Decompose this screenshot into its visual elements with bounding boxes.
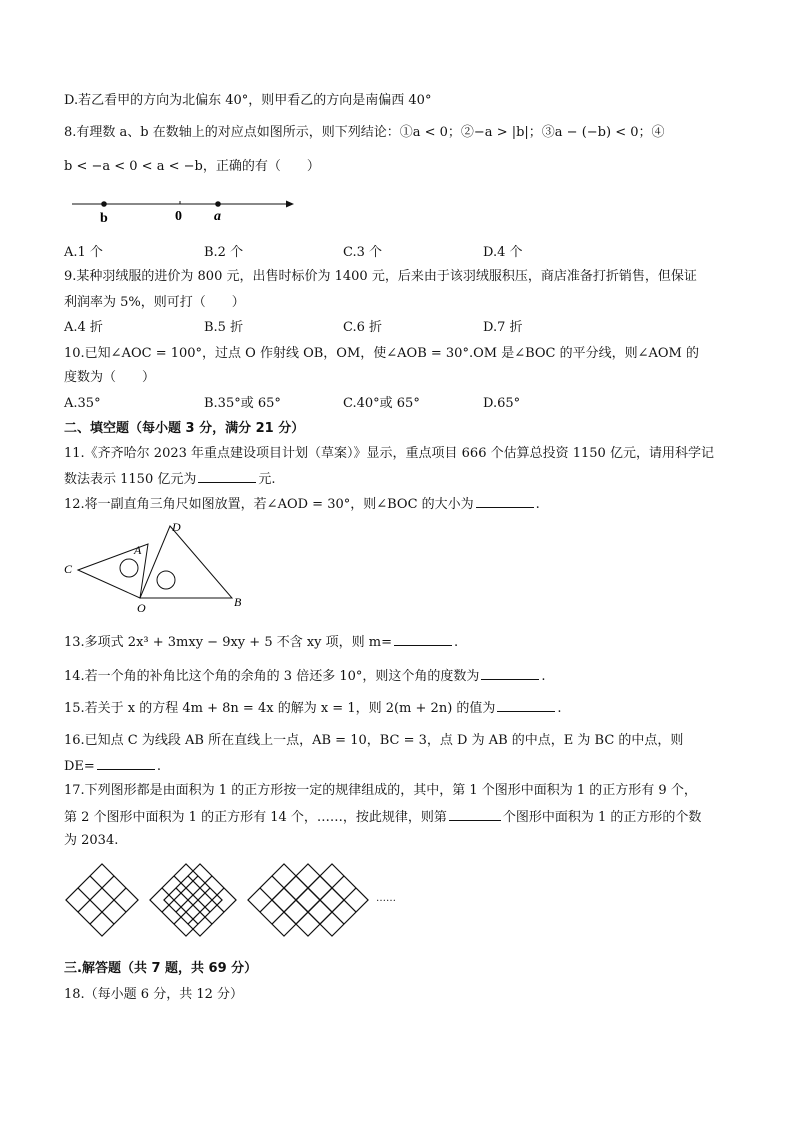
ruler-hole-right — [157, 571, 175, 589]
q10-option-b: B.35°或 65° — [204, 396, 281, 411]
q14-stem-tail: . — [541, 669, 546, 684]
q12-stem-text: 12.将一副直角三角尺如图放置，若∠AOD = 30°，则∠BOC 的大小为 — [64, 497, 474, 512]
q17-answer-blank[interactable] — [449, 807, 501, 821]
point-b — [101, 201, 107, 207]
q17-stem-line3: 为 2034. — [64, 833, 119, 848]
q13-stem-tail: . — [454, 635, 459, 650]
q11-answer-blank[interactable] — [198, 469, 256, 483]
q8-number-line-figure — [64, 194, 304, 228]
q11-stem-line1: 11.《齐齐哈尔 2023 年重点建设项目计划（草案）》显示，重点项目 666 个估算总投资 1150 亿元，请用科学记 — [64, 446, 714, 461]
label-o: O — [137, 601, 146, 615]
q12-stem-tail: . — [535, 497, 540, 512]
section2-title: 二、填空题（每小题 3 分，满分 21 分） — [64, 421, 305, 436]
q15-stem-text: 15.若关于 x 的方程 4m + 8n = 4x 的解为 x = 1，则 2(m + 2n) 的值为 — [64, 701, 496, 716]
label-d: D — [172, 520, 181, 534]
q7-option-d: D.若乙看甲的方向为北偏东 40°，则甲看乙的方向是南偏西 40° — [64, 93, 432, 108]
q17-stem-line2 — [64, 807, 701, 827]
q14-answer-blank[interactable] — [481, 666, 539, 680]
q16-stem-line2 — [64, 756, 161, 776]
triangle-dob — [140, 526, 232, 598]
q9-option-b: B.5 折 — [204, 320, 244, 335]
q9-stem-line1: 9.某种羽绒服的进价为 800 元，出售时标价为 1400 元，后来由于该羽绒服积压，商店准备打折销售，但保证 — [64, 269, 697, 284]
q9-option-a: A.4 折 — [64, 320, 103, 335]
q11-stem-text: 数法表示 1150 亿元为 — [64, 472, 197, 487]
q14-stem-text: 14.若一个角的补角比这个角的余角的 3 倍还多 10°，则这个角的度数为 — [64, 669, 480, 684]
q10-option-a: A.35° — [64, 396, 101, 411]
q16-stem-text: DE= — [64, 759, 95, 774]
q12-stem — [64, 494, 540, 514]
q8-option-d: D.4 个 — [483, 245, 523, 260]
q14-stem — [64, 666, 546, 686]
q12-triangle-figure — [60, 518, 260, 618]
q17-pattern-figure-1 — [64, 862, 140, 938]
section3-title: 三.解答题（共 7 题，共 69 分） — [64, 961, 258, 976]
label-c: C — [64, 562, 73, 576]
q17-pattern-figure-3 — [246, 862, 376, 938]
q8-option-a: A.1 个 — [64, 245, 103, 260]
q10-stem-line2: 度数为（ ） — [64, 370, 156, 385]
q10-option-c: C.40°或 65° — [343, 396, 420, 411]
q8-option-b: B.2 个 — [204, 245, 244, 260]
label-a: A — [134, 543, 142, 557]
q17-stem-tail: 个图形中面积为 1 的正方形的个数 — [502, 810, 702, 825]
q11-stem-line2 — [64, 469, 276, 489]
label-b: b — [100, 211, 108, 226]
q13-answer-blank[interactable] — [394, 632, 452, 646]
label-zero: 0 — [175, 209, 182, 224]
q13-stem-text: 13.多项式 2x³ + 3mxy − 9xy + 5 不含 xy 项，则 m= — [64, 635, 393, 650]
ruler-hole-left — [120, 559, 138, 577]
q16-stem-tail: . — [156, 759, 161, 774]
q15-answer-blank[interactable] — [497, 698, 555, 712]
q15-stem — [64, 698, 562, 718]
q17-stem-text: 第 2 个图形中面积为 1 的正方形有 14 个，……，按此规律，则第 — [64, 810, 447, 825]
q11-stem-tail: 元. — [258, 472, 276, 487]
q16-stem-line1: 16.已知点 C 为线段 AB 所在直线上一点，AB = 10，BC = 3，点 D 为 AB 的中点，E 为 BC 的中点，则 — [64, 733, 684, 748]
q10-option-d: D.65° — [483, 396, 521, 411]
q10-stem-line1: 10.已知∠AOC = 100°，过点 O 作射线 OB，OM，使∠AOB = 30°.OM 是∠BOC 的平分线，则∠AOM 的 — [64, 346, 699, 361]
label-b: B — [234, 595, 242, 609]
q13-stem — [64, 632, 458, 652]
q17-stem-line1: 17.下列图形都是由面积为 1 的正方形按一定的规律组成的，其中，第 1 个图形中面积为 1 的正方形有 9 个， — [64, 783, 697, 798]
q9-stem-line2: 利润率为 5%，则可打（ ） — [64, 295, 245, 310]
number-line-arrow — [286, 201, 294, 208]
q17-pattern-figure-2 — [148, 862, 238, 938]
label-a: a — [214, 209, 221, 224]
q18-stem: 18.（每小题 6 分，共 12 分） — [64, 987, 244, 1002]
point-a — [215, 201, 221, 207]
q8-option-c: C.3 个 — [343, 245, 383, 260]
q15-stem-tail: . — [557, 701, 562, 716]
q16-answer-blank[interactable] — [97, 756, 155, 770]
q9-option-c: C.6 折 — [343, 320, 383, 335]
q8-stem-line2: b < −a < 0 < a < −b，正确的有（ ） — [64, 159, 320, 174]
q9-option-d: D.7 折 — [483, 320, 523, 335]
q8-stem-line1: 8.有理数 a、b 在数轴上的对应点如图所示，则下列结论：①a < 0；②−a > |b|；③a − (−b) < 0；④ — [64, 125, 665, 140]
q17-ellipsis: …… — [376, 893, 396, 904]
q12-answer-blank[interactable] — [476, 494, 534, 508]
